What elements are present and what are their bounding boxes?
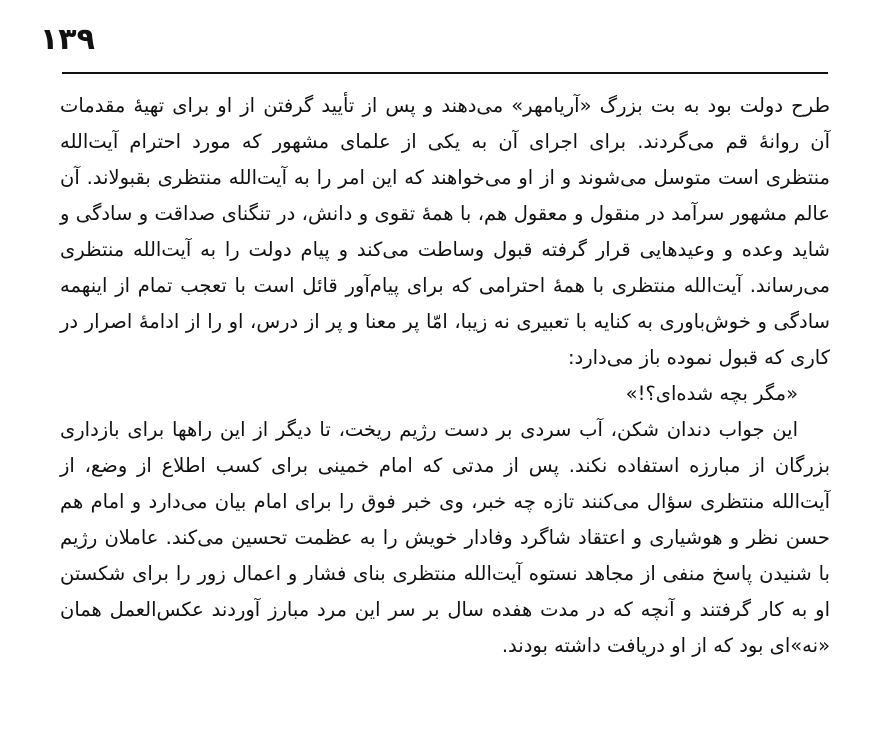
quote-line: «مگر بچه شده‌ای؟!» xyxy=(625,382,798,405)
text-line: آن روانهٔ قم می‌گردند. برای اجرای آن به یکی از علمای مشهور که مورد احترام آیت‌الله xyxy=(60,130,830,153)
text-line: حسن نظر و هوشیاری و اعتقاد شاگرد وفادار خویش را به عظمت تحسین می‌کند. عاملان رژیم xyxy=(60,526,830,549)
text-line: شاید وعده و وعیدهایی قرار گرفته قبول وساطت می‌کند و پیام دولت را به آیت‌الله منتظری xyxy=(60,238,830,261)
text-line: بزرگان از مبارزه استفاده نکند. پس از مدتی که امام خمینی برای کسب اطلاع از وضع، از xyxy=(60,454,830,477)
text-line: عالم مشهور سرآمد در منقول و معقول هم، با همهٔ تقوی و دانش، در تنگنای صداقت و سادگی و xyxy=(60,202,830,225)
page-number: ۱۳۹ xyxy=(40,22,95,57)
header-rule xyxy=(62,72,828,74)
text-line: می‌رساند. آیت‌الله منتظری با همهٔ احترامی که برای پیام‌آور قائل است با تعجب تمام از اینهمه xyxy=(60,274,830,297)
text-line: طرح دولت بود به بت بزرگ «آریامهر» می‌دهند و پس از تأیید گرفتن از او برای تهیهٔ مقدمات xyxy=(60,94,830,117)
text-line: «نه»ای بود که از او دریافت داشته بودند. xyxy=(501,634,830,657)
text-line: کاری که قبول نموده باز می‌دارد: xyxy=(567,346,830,369)
text-line: آیت‌الله منتظری سؤال می‌کنند تازه چه خبر، وی خبر فوق را برای امام بیان می‌دارد و امام هم xyxy=(60,490,830,513)
text-line: با شنیدن پاسخ منفی از مجاهد نستوه آیت‌الله منتظری بنای فشار و اعمال زور را برای شکستن xyxy=(60,562,830,585)
text-line: این جواب دندان شکن، آب سردی بر دست رژیم ریخت، تا دیگر از این راهها برای بازداری xyxy=(60,418,798,441)
text-line: او به کار گرفتند و آنچه که در مدت هفده سال بر سر این مرد مبارز آوردند عکس‌العمل همان xyxy=(60,598,830,621)
text-line: منتظری است متوسل می‌شوند و از او می‌خواهند که این امر را به آیت‌الله منتظری بقبولاند. آن xyxy=(60,166,830,189)
body-text xyxy=(60,88,830,664)
text-line: سادگی و خوش‌باوری به کنایه با تعبیری نه زیبا، امّا پر معنا و پر از درس، او را از ادامهٔ اصرار در xyxy=(60,310,830,333)
